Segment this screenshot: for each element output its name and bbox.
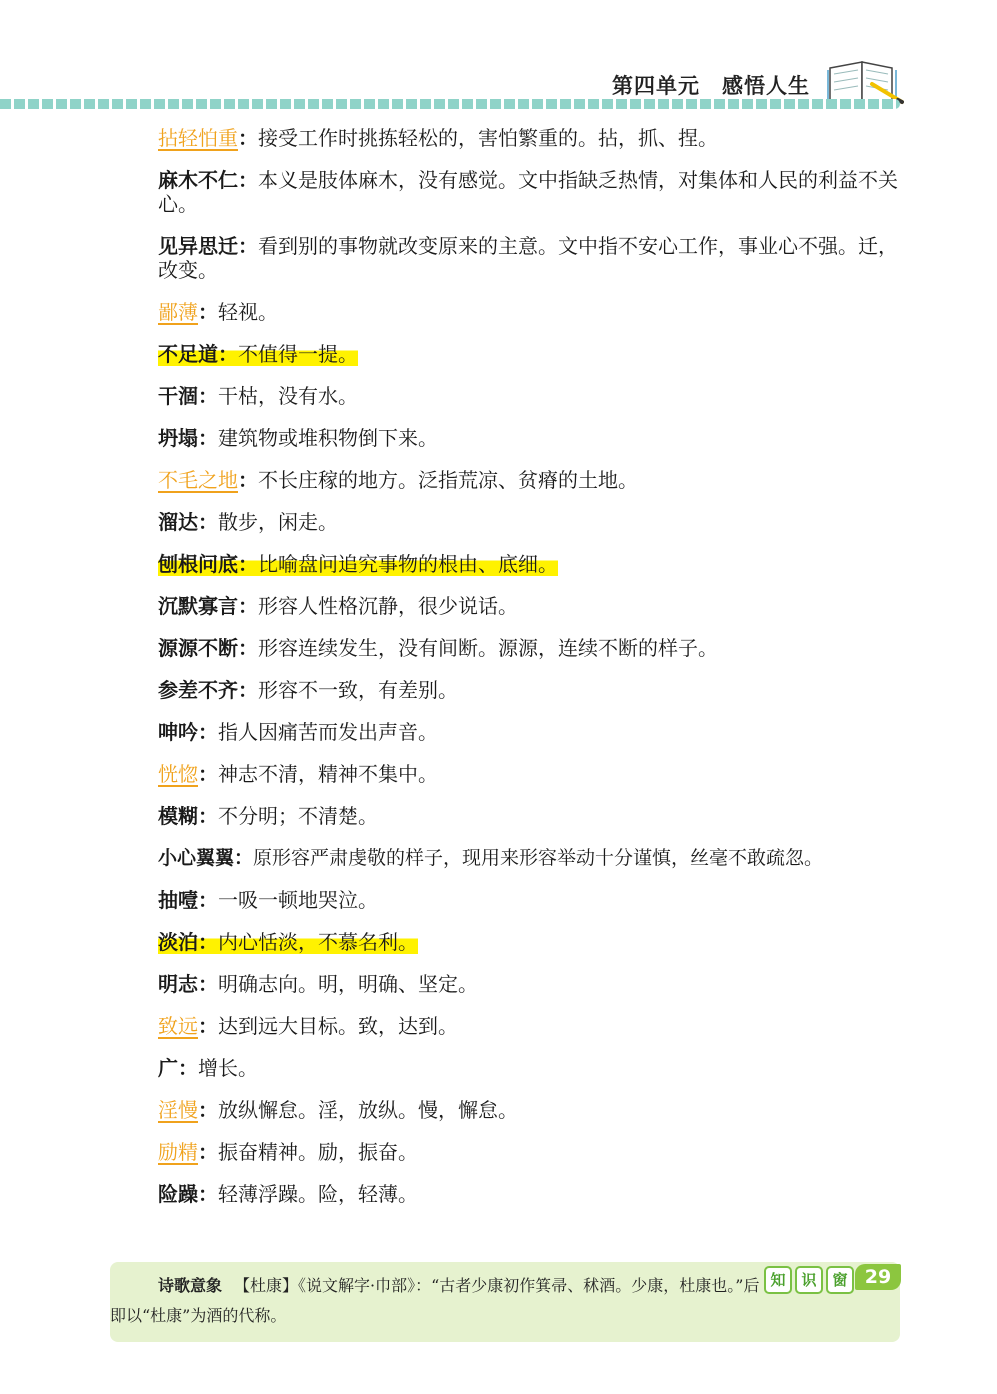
vocab-term: 麻木不仁 xyxy=(158,168,238,192)
vocab-term: 溜达 xyxy=(158,510,198,534)
vocab-definition: 形容不一致，有差别。 xyxy=(258,678,458,702)
vocab-entry xyxy=(158,678,903,702)
vocab-entry xyxy=(158,384,903,408)
term-separator: ： xyxy=(198,972,218,996)
vocab-entry xyxy=(158,168,903,216)
term-separator: ： xyxy=(198,1098,218,1122)
vocab-term: 淡泊 xyxy=(158,930,198,954)
vocab-entry xyxy=(158,762,903,786)
vocab-entry xyxy=(158,720,903,744)
vocab-term: 见异思迁 xyxy=(158,234,238,258)
vocab-entry xyxy=(158,636,903,660)
vocab-definition: 内心恬淡，不慕名利。 xyxy=(218,930,418,954)
vocab-entry xyxy=(158,594,903,618)
vocab-entry xyxy=(158,972,903,996)
kw-char: 窗 xyxy=(826,1266,854,1294)
vocab-entry xyxy=(158,552,903,576)
vocab-term: 刨根问底 xyxy=(158,552,238,576)
vocab-definition: 形容人性格沉静，很少说话。 xyxy=(258,594,518,618)
vocab-definition: 形容连续发生，没有间断。源源，连续不断的样子。 xyxy=(258,636,718,660)
term-separator: ： xyxy=(238,678,258,702)
vocab-entry xyxy=(158,1098,903,1122)
vocab-entry xyxy=(158,846,903,870)
term-separator: ： xyxy=(198,1182,218,1206)
vocab-term: 沉默寡言 xyxy=(158,594,238,618)
vocab-entry xyxy=(158,234,903,282)
vocab-definition: 不值得一提。 xyxy=(238,342,358,366)
vocab-term: 励精 xyxy=(158,1140,198,1164)
term-separator: ： xyxy=(198,804,218,828)
vocab-term: 呻吟 xyxy=(158,720,198,744)
vocab-definition: 神志不清，精神不集中。 xyxy=(218,762,438,786)
vocab-entry xyxy=(158,126,903,150)
vocab-definition: 轻视。 xyxy=(218,300,278,324)
term-separator: ： xyxy=(218,342,238,366)
vocab-term: 小心翼翼 xyxy=(158,847,235,869)
term-separator: ： xyxy=(238,594,258,618)
vocab-term: 险躁 xyxy=(158,1182,198,1206)
vocab-entry xyxy=(158,468,903,492)
vocab-definition: 干枯，没有水。 xyxy=(218,384,358,408)
term-separator: ： xyxy=(198,1140,218,1164)
page-header-title xyxy=(612,70,810,100)
vocab-term: 恍惚 xyxy=(158,762,198,786)
vocab-entry xyxy=(158,888,903,912)
vocab-entry xyxy=(158,342,903,366)
vocabulary-list xyxy=(158,126,903,1224)
footer-note xyxy=(110,1271,760,1331)
term-separator: ： xyxy=(198,384,218,408)
vocab-entry xyxy=(158,426,903,450)
vocab-definition: 接受工作时挑拣轻松的，害怕繁重的。拈，抓、捏。 xyxy=(258,126,718,150)
vocab-term: 模糊 xyxy=(158,804,198,828)
vocab-term: 广 xyxy=(158,1056,178,1080)
vocab-definition: 振奋精神。励，振奋。 xyxy=(218,1140,418,1164)
vocab-definition: 达到远大目标。致，达到。 xyxy=(218,1014,458,1038)
term-separator: ： xyxy=(198,426,218,450)
vocab-definition: 明确志向。明，明确、坚定。 xyxy=(218,972,478,996)
vocab-term: 淫慢 xyxy=(158,1098,198,1122)
vocab-entry xyxy=(158,804,903,828)
term-separator: ： xyxy=(238,234,258,258)
term-separator: ： xyxy=(238,636,258,660)
vocab-definition: 不长庄稼的地方。泛指荒凉、贫瘠的土地。 xyxy=(258,468,638,492)
term-separator: ： xyxy=(238,126,258,150)
term-separator: ： xyxy=(198,300,218,324)
vocab-entry xyxy=(158,1014,903,1038)
vocab-definition: 轻薄浮躁。险，轻薄。 xyxy=(218,1182,418,1206)
vocab-term: 不毛之地 xyxy=(158,468,238,492)
term-separator: ： xyxy=(198,720,218,744)
kw-char: 识 xyxy=(795,1266,823,1294)
vocab-entry xyxy=(158,510,903,534)
vocab-definition: 本义是肢体麻木，没有感觉。文中指缺乏热情，对集体和人民的利益不关心。 xyxy=(158,168,898,216)
knowledge-window-badge xyxy=(764,1266,854,1294)
term-separator: ： xyxy=(234,847,254,869)
vocab-entry xyxy=(158,1056,903,1080)
unit-theme: 感悟人生 xyxy=(722,74,810,98)
vocab-definition: 增长。 xyxy=(198,1056,258,1080)
term-separator: ： xyxy=(238,468,258,492)
footer-label: 诗歌意象 xyxy=(158,1276,223,1295)
vocab-term: 致远 xyxy=(158,1014,198,1038)
vocab-definition: 看到别的事物就改变原来的主意。文中指不安心工作，事业心不强。迁，改变。 xyxy=(158,234,898,282)
vocab-term: 坍塌 xyxy=(158,426,198,450)
vocab-entry xyxy=(158,1140,903,1164)
term-separator: ： xyxy=(198,1014,218,1038)
vocab-term: 鄙薄 xyxy=(158,300,198,324)
vocab-entry xyxy=(158,1182,903,1206)
vocab-term: 抽噎 xyxy=(158,888,198,912)
term-separator: ： xyxy=(238,168,258,192)
term-separator: ： xyxy=(198,888,218,912)
vocab-definition: 一吸一顿地哭泣。 xyxy=(218,888,378,912)
vocab-definition: 不分明；不清楚。 xyxy=(218,804,378,828)
term-separator: ： xyxy=(198,510,218,534)
vocab-definition: 原形容严肃虔敬的样子，现用来形容举动十分谨慎，丝毫不敢疏忽。 xyxy=(253,847,824,869)
term-separator: ： xyxy=(198,762,218,786)
vocab-definition: 放纵懈怠。淫，放纵。慢，懈怠。 xyxy=(218,1098,518,1122)
term-separator: ： xyxy=(198,930,218,954)
vocab-term: 明志 xyxy=(158,972,198,996)
footer-content: 【杜康】《说文解字·巾部》：“古者少康初作箕帚、秫酒。少康，杜康也。”后即以“杜康”为酒的代称。 xyxy=(110,1276,760,1325)
vocab-definition: 散步，闲走。 xyxy=(218,510,338,534)
vocab-definition: 指人因痛苦而发出声音。 xyxy=(218,720,438,744)
page-number: 29 xyxy=(855,1264,901,1290)
vocab-term: 源源不断 xyxy=(158,636,238,660)
kw-char: 知 xyxy=(764,1266,792,1294)
header-stripe xyxy=(0,99,900,109)
vocab-definition: 比喻盘问追究事物的根由、底细。 xyxy=(258,552,558,576)
unit-label: 第四单元 xyxy=(612,74,700,98)
vocab-term: 参差不齐 xyxy=(158,678,238,702)
vocab-term: 干涸 xyxy=(158,384,198,408)
vocab-term: 不足道 xyxy=(158,342,218,366)
vocab-entry xyxy=(158,300,903,324)
vocab-entry xyxy=(158,930,903,954)
vocab-definition: 建筑物或堆积物倒下来。 xyxy=(218,426,438,450)
term-separator: ： xyxy=(178,1056,198,1080)
term-separator: ： xyxy=(238,552,258,576)
vocab-term: 拈轻怕重 xyxy=(158,126,238,150)
